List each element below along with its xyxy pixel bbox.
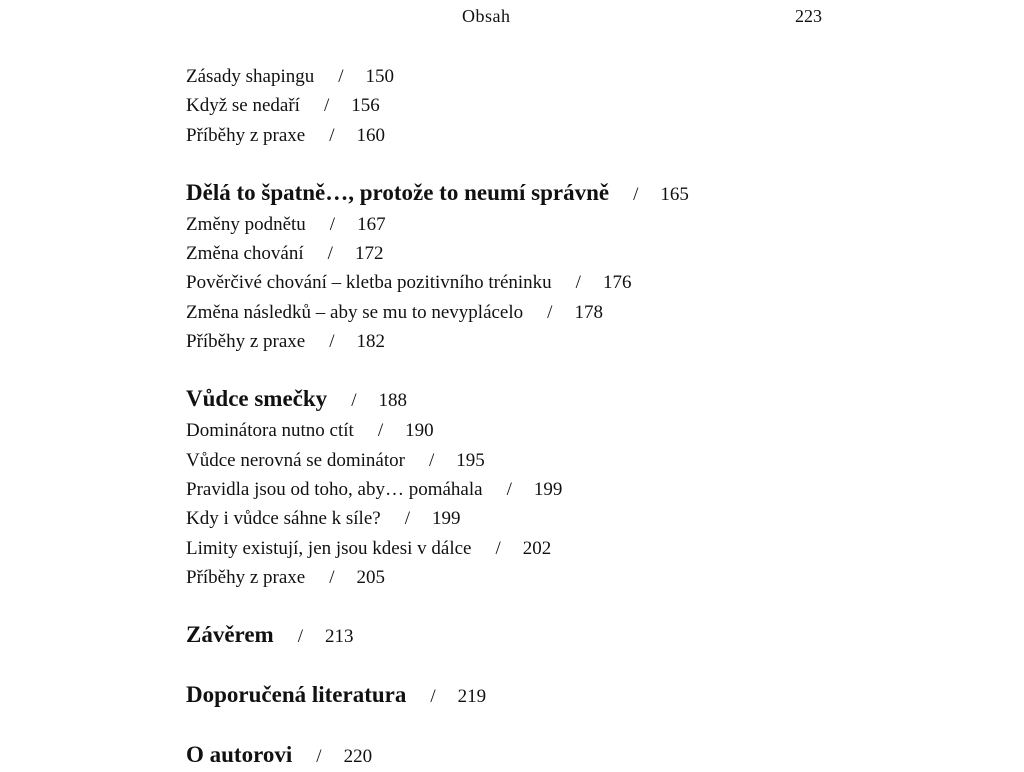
- toc-entry[interactable]: [186, 446, 886, 475]
- toc-entry-title: Příběhy z praxe: [186, 566, 306, 588]
- separator: /: [329, 331, 335, 353]
- toc-chapter-page: 188: [378, 390, 407, 412]
- separator: /: [430, 686, 436, 708]
- separator: /: [297, 626, 303, 648]
- toc-entry-title: Vůdce nerovná se dominátor: [186, 449, 405, 471]
- toc-entry[interactable]: [186, 268, 886, 297]
- toc-entry[interactable]: [186, 121, 886, 150]
- toc-entry[interactable]: [186, 298, 886, 327]
- toc-entry-title: Změny podnětu: [186, 213, 306, 235]
- toc-entry-title: Kdy i vůdce sáhne k síle?: [186, 508, 381, 530]
- toc-entry[interactable]: [186, 563, 886, 592]
- separator: /: [495, 537, 501, 559]
- toc-entry-title: Limity existují, jen jsou kdesi v dálce: [186, 537, 472, 559]
- toc-chapter-heading[interactable]: [186, 384, 886, 416]
- toc-section: [186, 740, 886, 772]
- toc-entry[interactable]: [186, 504, 886, 533]
- toc-entry[interactable]: [186, 62, 886, 91]
- toc-entry[interactable]: [186, 210, 886, 239]
- toc-entry-title: Dominátora nutno ctít: [186, 420, 354, 442]
- toc-section: [186, 384, 886, 592]
- toc-chapter-title: O autorovi: [186, 742, 293, 768]
- separator: /: [547, 301, 553, 323]
- toc-entry[interactable]: [186, 327, 886, 356]
- toc-section: [186, 62, 886, 150]
- toc-entry[interactable]: [186, 534, 886, 563]
- running-title: Obsah: [462, 6, 511, 26]
- separator: /: [377, 420, 384, 442]
- toc-entry-title: Změna následků – aby se mu to nevyplácelo: [186, 301, 524, 323]
- toc-entry-page: 167: [357, 213, 386, 235]
- toc-entry[interactable]: [186, 239, 886, 268]
- separator: /: [329, 213, 336, 235]
- toc-entry-title: Pravidla jsou od toho, aby… pomáhala: [186, 478, 483, 500]
- toc-chapter-page: 220: [343, 746, 373, 768]
- toc-chapter-title: Dělá to špatně…, protože to neumí správně: [186, 179, 610, 205]
- toc-chapter-page: 219: [457, 686, 487, 708]
- separator: /: [329, 124, 335, 146]
- page-number: 223: [795, 6, 822, 26]
- toc-chapter-heading[interactable]: [186, 680, 886, 712]
- toc-entry-page: 199: [533, 478, 563, 500]
- separator: /: [575, 272, 581, 294]
- toc-section: [186, 178, 886, 356]
- toc-chapter-page: 213: [325, 626, 354, 648]
- separator: /: [351, 390, 357, 412]
- toc-chapter-page: 165: [660, 183, 689, 205]
- running-head: [0, 6, 1024, 30]
- toc-chapter-title: Doporučená literatura: [186, 682, 407, 708]
- toc-entry-page: 160: [356, 124, 386, 146]
- toc-chapter-heading[interactable]: [186, 740, 886, 772]
- separator: /: [506, 478, 512, 500]
- toc-chapter-heading[interactable]: [186, 620, 886, 652]
- toc-entry-page: 199: [431, 508, 461, 530]
- toc-chapter-title: Závěrem: [186, 622, 274, 648]
- toc-entry-title: Když se nedaří: [186, 95, 300, 117]
- toc-entry-title: Zásady shapingu: [186, 66, 315, 87]
- toc-section: [186, 680, 886, 712]
- toc-entry[interactable]: [186, 91, 886, 120]
- toc-entry-title: Příběhy z praxe: [186, 331, 306, 353]
- toc-chapter-title: Vůdce smečky: [186, 386, 328, 412]
- toc-entry-title: Příběhy z praxe: [186, 124, 306, 146]
- toc-entry-page: 182: [356, 331, 386, 353]
- separator: /: [323, 95, 330, 117]
- toc-entry-title: Pověrčivé chování – kletba pozitivního tréninku: [186, 272, 552, 294]
- toc-entry-page: 156: [351, 95, 380, 117]
- separator: /: [338, 66, 344, 87]
- toc-entry-page: 150: [365, 66, 395, 87]
- toc-entry-page: 190: [405, 420, 434, 442]
- toc-entry-page: 176: [602, 272, 632, 294]
- toc-chapter-heading[interactable]: [186, 178, 886, 210]
- separator: /: [428, 449, 435, 471]
- separator: /: [316, 746, 322, 768]
- separator: /: [329, 566, 335, 588]
- toc-entry[interactable]: [186, 475, 886, 504]
- toc-entry[interactable]: [186, 416, 886, 445]
- toc-entry-page: 202: [522, 537, 552, 559]
- separator: /: [633, 183, 639, 205]
- separator: /: [404, 508, 410, 530]
- toc-entry-title: Změna chování: [186, 243, 304, 265]
- toc-entry-page: 205: [356, 566, 386, 588]
- toc-section: [186, 620, 886, 652]
- toc-entry-page: 178: [574, 301, 603, 323]
- toc-entry-page: 172: [354, 243, 384, 265]
- separator: /: [327, 243, 333, 265]
- table-of-contents: [186, 62, 886, 772]
- toc-entry-page: 195: [456, 449, 485, 471]
